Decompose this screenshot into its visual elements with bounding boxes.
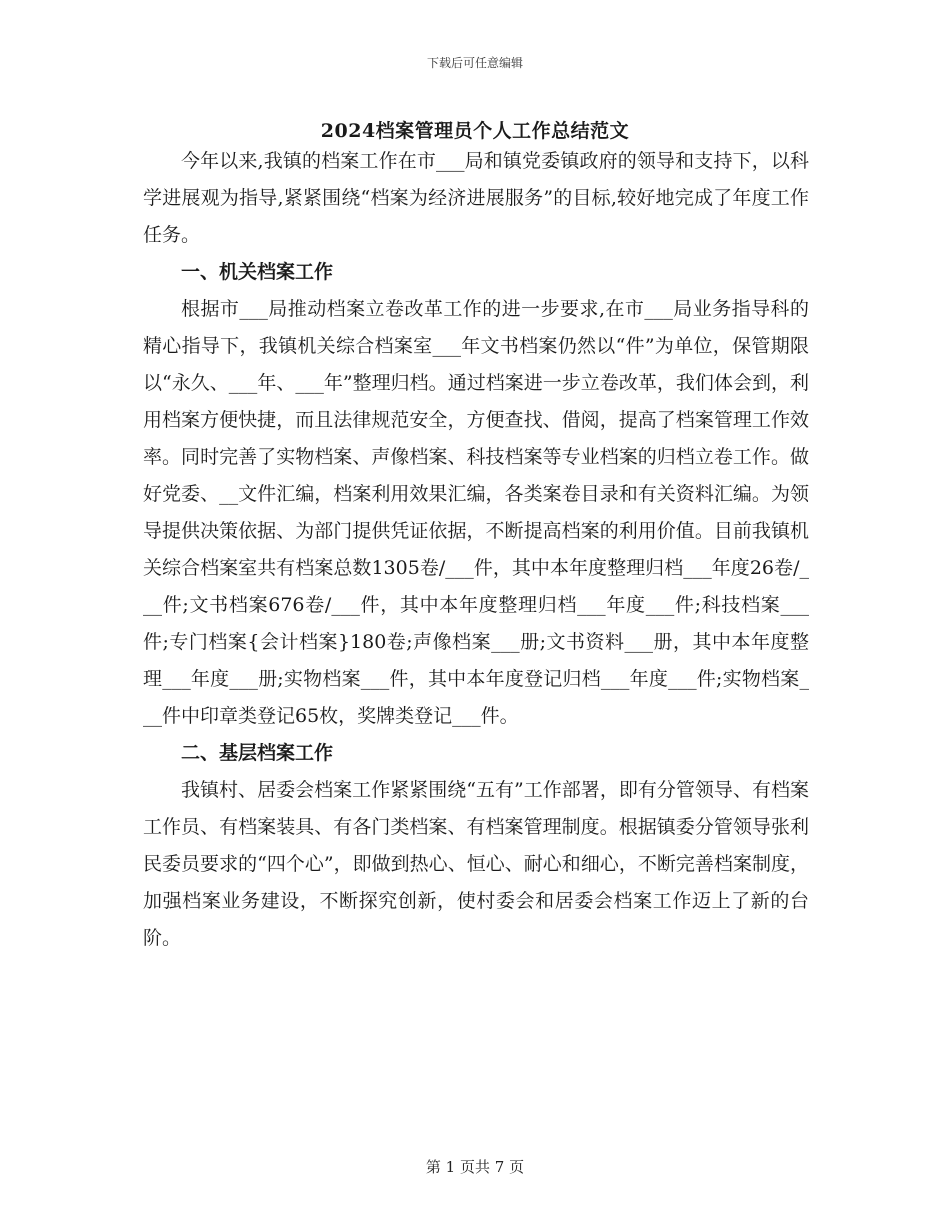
document-body — [143, 143, 809, 957]
section-body-grassroots-archives: 我镇村、居委会档案工作紧紧围绕“五有”工作部署，即有分管领导、有档案工作员、有档案装具、有各门类档案、有档案管理制度。根据镇委分管领导张利民委员要求的“四个心”，即做到热心、恒心、耐心和细心，不断完善档案制度，加强档案业务建设，不断探究创新，使村委会和居委会档案工作迈上了新的台阶。 — [143, 779, 809, 949]
section-heading-office-archives: 一、机关档案工作 — [181, 261, 334, 283]
document-title: 2024档案管理员个人工作总结范文 — [320, 120, 630, 142]
intro-paragraph: 今年以来,我镇的档案工作在市___局和镇党委镇政府的领导和支持下，以科学进展观为指导,紧紧围绕“档案为经济进展服务”的目标,较好地完成了年度工作任务。 — [143, 150, 809, 246]
header-note: 下载后可任意编辑 — [426, 56, 523, 70]
section-heading-grassroots-archives: 二、基层档案工作 — [181, 742, 334, 764]
section-body-office-archives: 根据市___局推动档案立卷改革工作的进一步要求,在市___局业务指导科的精心指导下，我镇机关综合档案室___年文书档案仍然以“件”为单位，保管期限以“永久、___年、___年”整理归档。通过档案进一步立卷改革，我们体会到，利用档案方便快捷，而且法律规范安全，方便查找、借阅，提高了档案管理工作效率。同时完善了实物档案、声像档案、科技档案等专业档案的归档立卷工作。做好党委、__文件汇编，档案利用效果汇编，各类案卷目录和有关资料汇编。为领导提供决策依据、为部门提供凭证依据，不断提高档案的利用价值。目前我镇机关综合档案室共有档案总数1305卷/___件，其中本年度整理归档___年度26卷/___件;文书档案676卷/___件，其中本年度整理归档___年度___件;科技档案___件;专门档案{会计档案}180卷;声像档案___册;文书资料___册，其中本年度整理___年度___册;实物档案___件，其中本年度登记归档___年度___件;实物档案___件中印章类登记65枚，奖牌类登记___件。 — [143, 298, 809, 727]
page-indicator: 第 1 页共 7 页 — [425, 1158, 525, 1176]
